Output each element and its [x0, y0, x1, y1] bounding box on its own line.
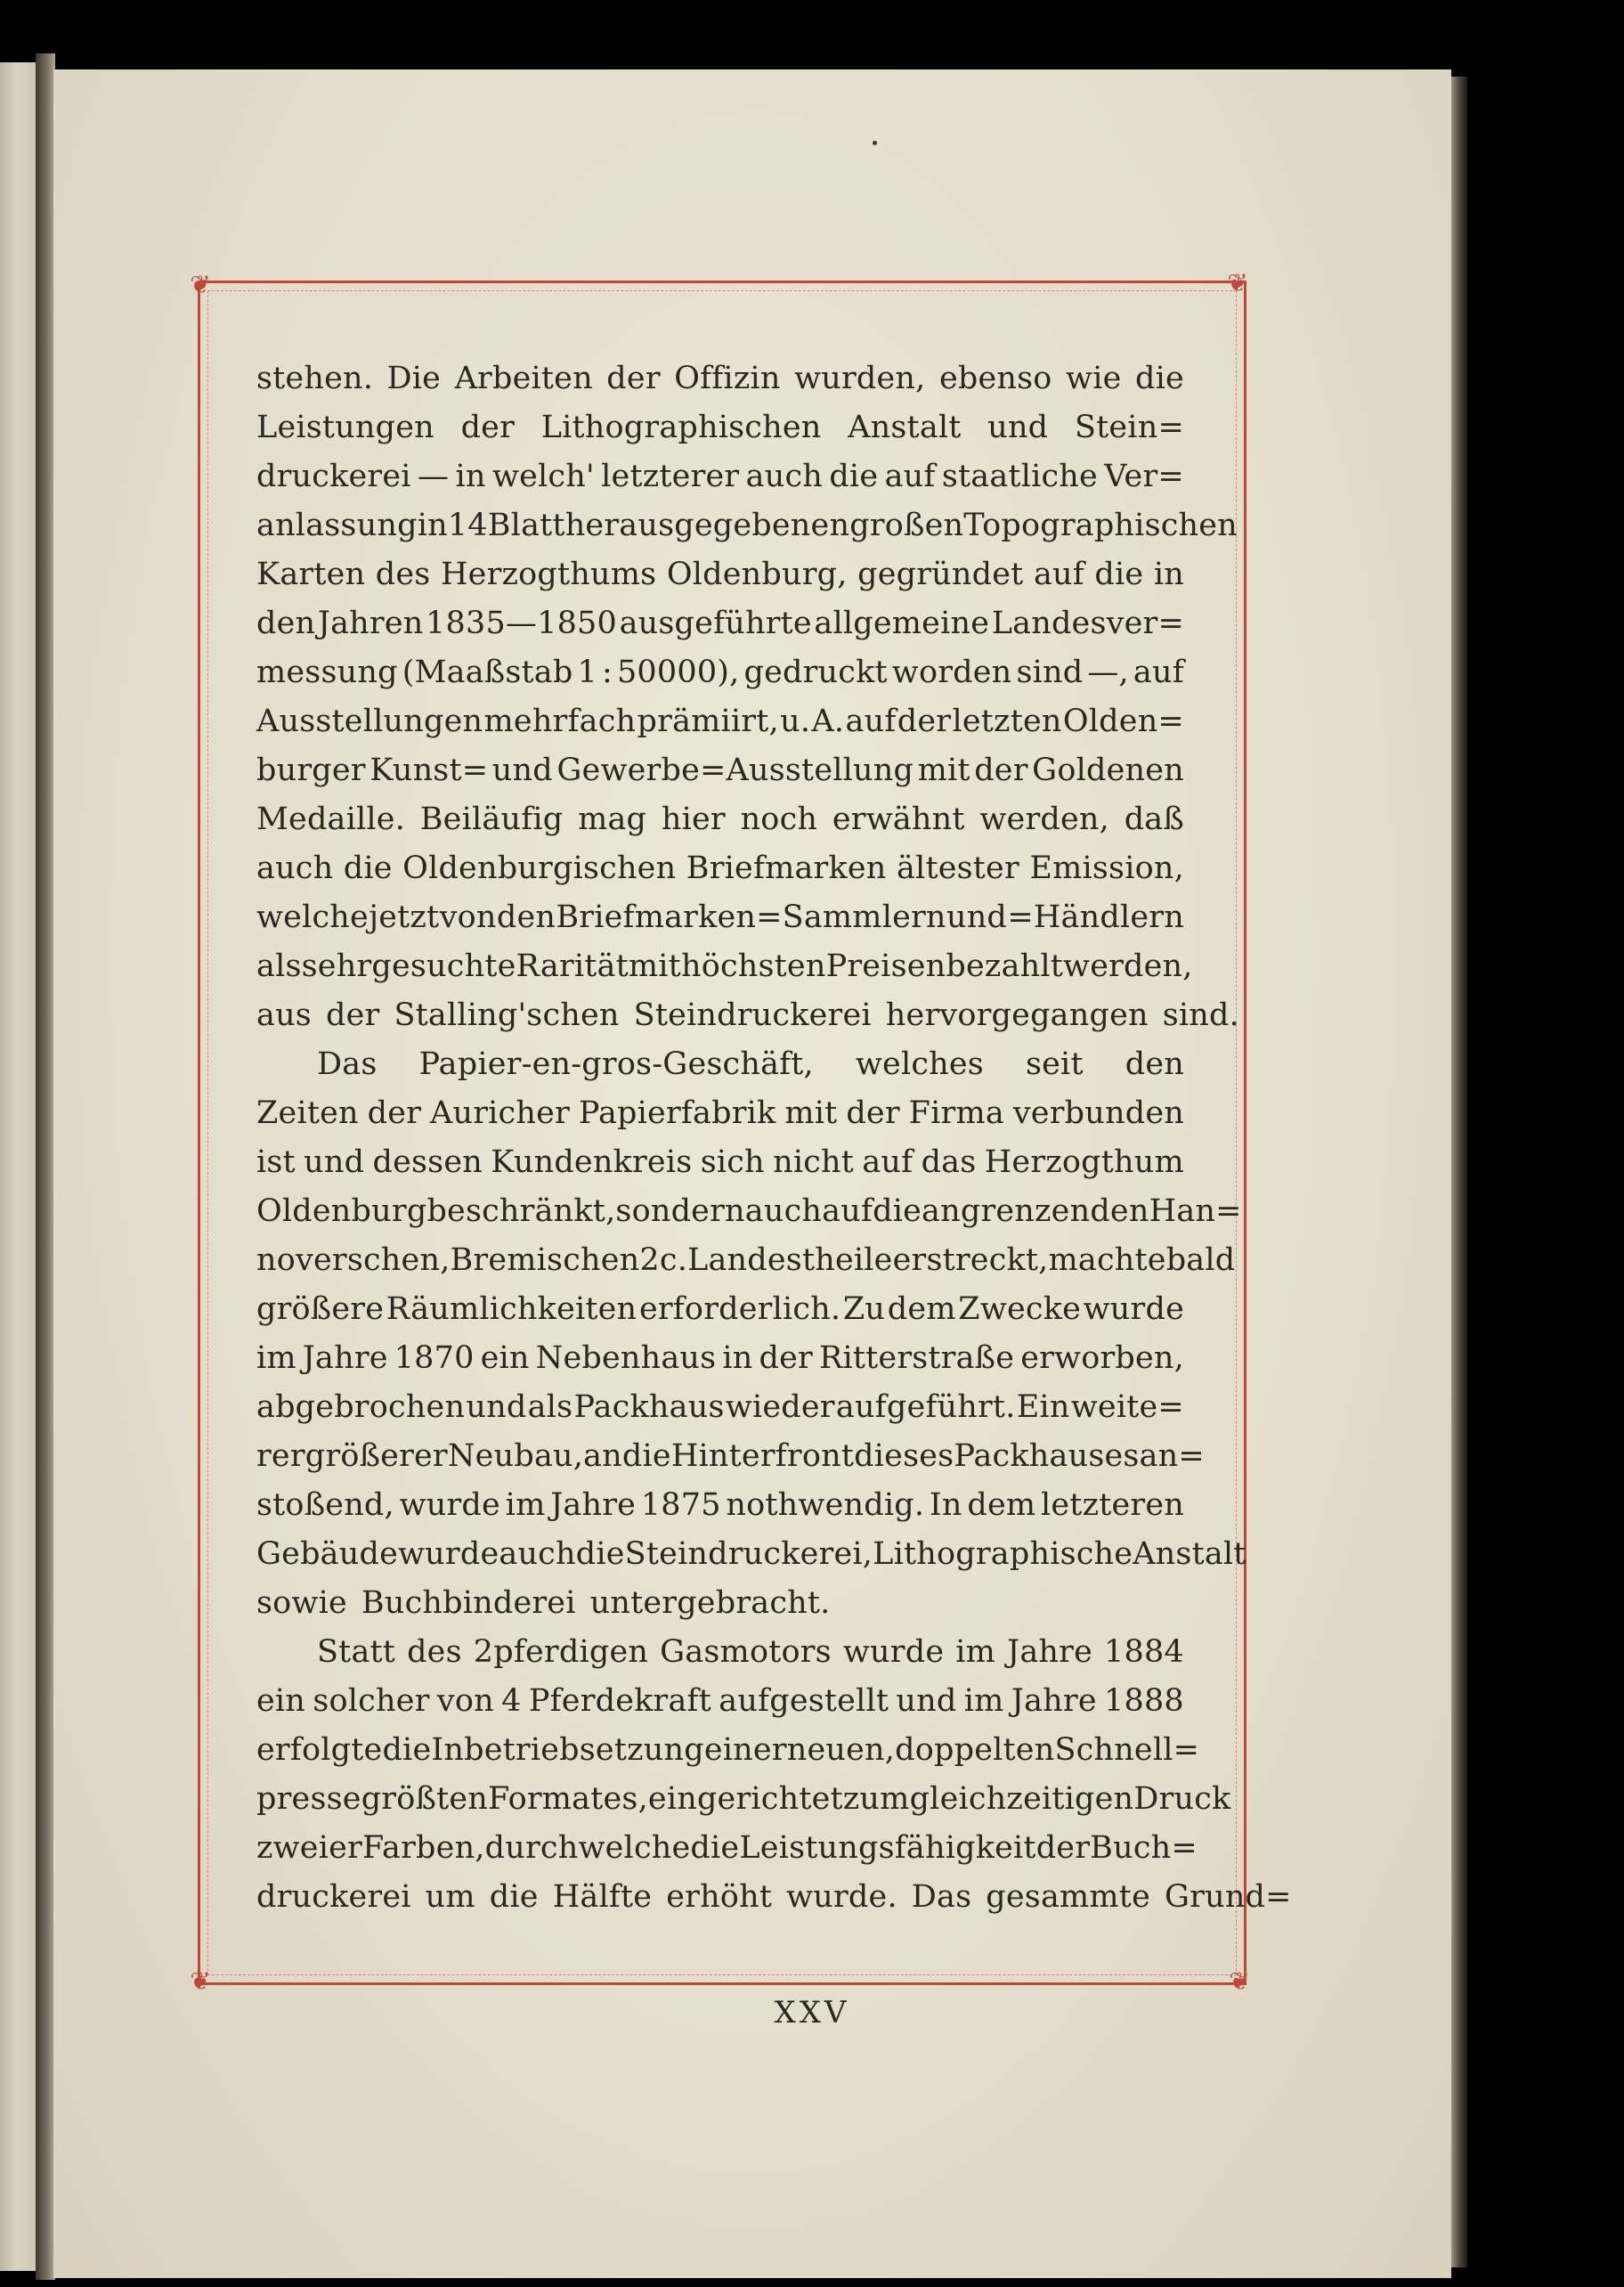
corner-ornament-top-right-icon: ❦ [1227, 268, 1248, 297]
paragraph [256, 1628, 1292, 1922]
corner-ornament-bottom-left-icon: ❦ [190, 1966, 211, 1996]
text-line: als sehr gesuchte Rarität mit höchsten Preisen bezahlt werden, [256, 948, 1193, 984]
text-line: messung (Maaßstab 1 : 50000), gedruckt worden sind —, auf [256, 655, 1184, 690]
text-line: Leistungen der Lithographischen Anstalt und Stein= [256, 410, 1184, 445]
page-number: XXV [774, 1995, 850, 2031]
left-page-edge [0, 62, 38, 2271]
text-line: größere Räumlichkeiten erforderlich. Zu dem Zwecke wurde [256, 1291, 1184, 1327]
text-line: Medaille. Beiläufig mag hier noch erwähnt werden, daß [256, 802, 1184, 837]
paragraph [256, 354, 1239, 1040]
corner-ornament-top-left-icon: ❦ [190, 270, 211, 299]
body-text [256, 354, 1292, 1922]
text-line: aus der Stalling'schen Steindruckerei hervorgegangen sind. [256, 997, 1239, 1033]
corner-ornament-bottom-right-icon: ❦ [1229, 1966, 1250, 1996]
book-gutter [36, 53, 55, 2280]
text-line: anlassung in 14 Blatt herausgegebenen großen Topographischen [256, 508, 1238, 543]
text-line: druckerei — in welch' letzterer auch die auf staatliche Ver= [256, 459, 1184, 494]
text-line: erfolgte die Inbetriebsetzung einer neuen, doppelten Schnell= [256, 1732, 1200, 1768]
text-line: welche jetzt von den Briefmarken=Sammlern und =Händlern [256, 899, 1184, 935]
text-line: noverschen, Bremischen 2c. Landestheile erstreckt, machte bald [256, 1242, 1236, 1278]
text-line: sowie Buchbinderei untergebracht. [256, 1585, 831, 1621]
text-line: Statt des 2pferdigen Gasmotors wurde im Jahre 1884 [317, 1634, 1184, 1670]
text-line: burger Kunst= und Gewerbe=Ausstellung mit der Goldenen [256, 753, 1184, 788]
text-line: stoßend, wurde im Jahre 1875 nothwendig. In dem letzteren [256, 1487, 1184, 1523]
text-line: Ausstellungen mehrfach prämiirt, u. A. auf der letzten Olden= [256, 704, 1184, 739]
paper-speck [873, 141, 877, 145]
text-line: im Jahre 1870 ein Nebenhaus in der Ritterstraße erworben, [256, 1340, 1184, 1376]
text-line: rer größerer Neubau, an die Hinterfront dieses Packhauses an= [256, 1438, 1205, 1474]
text-line: presse größten Formates, eingerichtet zum gleichzeitigen Druck [256, 1781, 1231, 1817]
text-line: ist und dessen Kundenkreis sich nicht auf das Herzogthum [256, 1144, 1184, 1180]
text-line: abgebrochen und als Packhaus wieder aufgeführt. Ein weite= [256, 1389, 1184, 1425]
text-line: druckerei um die Hälfte erhöht wurde. Das gesammte Grund= [256, 1879, 1292, 1915]
text-line: Zeiten der Auricher Papierfabrik mit der Firma verbunden [256, 1095, 1184, 1131]
text-line: Karten des Herzogthums Oldenburg, gegründet auf die in [256, 557, 1184, 592]
text-line: zweier Farben, durch welche die Leistungsfähigkeit der Buch= [256, 1830, 1198, 1866]
text-line: ein solcher von 4 Pferdekraft aufgestellt und im Jahre 1888 [256, 1683, 1184, 1719]
text-line: den Jahren 1835—1850 ausgeführte allgemeine Landesver= [256, 606, 1184, 641]
text-line: stehen. Die Arbeiten der Offizin wurden, ebenso wie die [256, 361, 1184, 396]
text-line: Oldenburg beschränkt, sondern auch auf die angrenzenden Han= [256, 1193, 1242, 1229]
page-right-edge [1451, 77, 1467, 2267]
text-line: Das Papier-en-gros-Geschäft, welches seit den [317, 1046, 1184, 1082]
paragraph [256, 1040, 1246, 1628]
text-line: Gebäude wurde auch die Steindruckerei, Lithographische Anstalt [256, 1536, 1246, 1572]
text-line: auch die Oldenburgischen Briefmarken ältester Emission, [256, 851, 1184, 886]
